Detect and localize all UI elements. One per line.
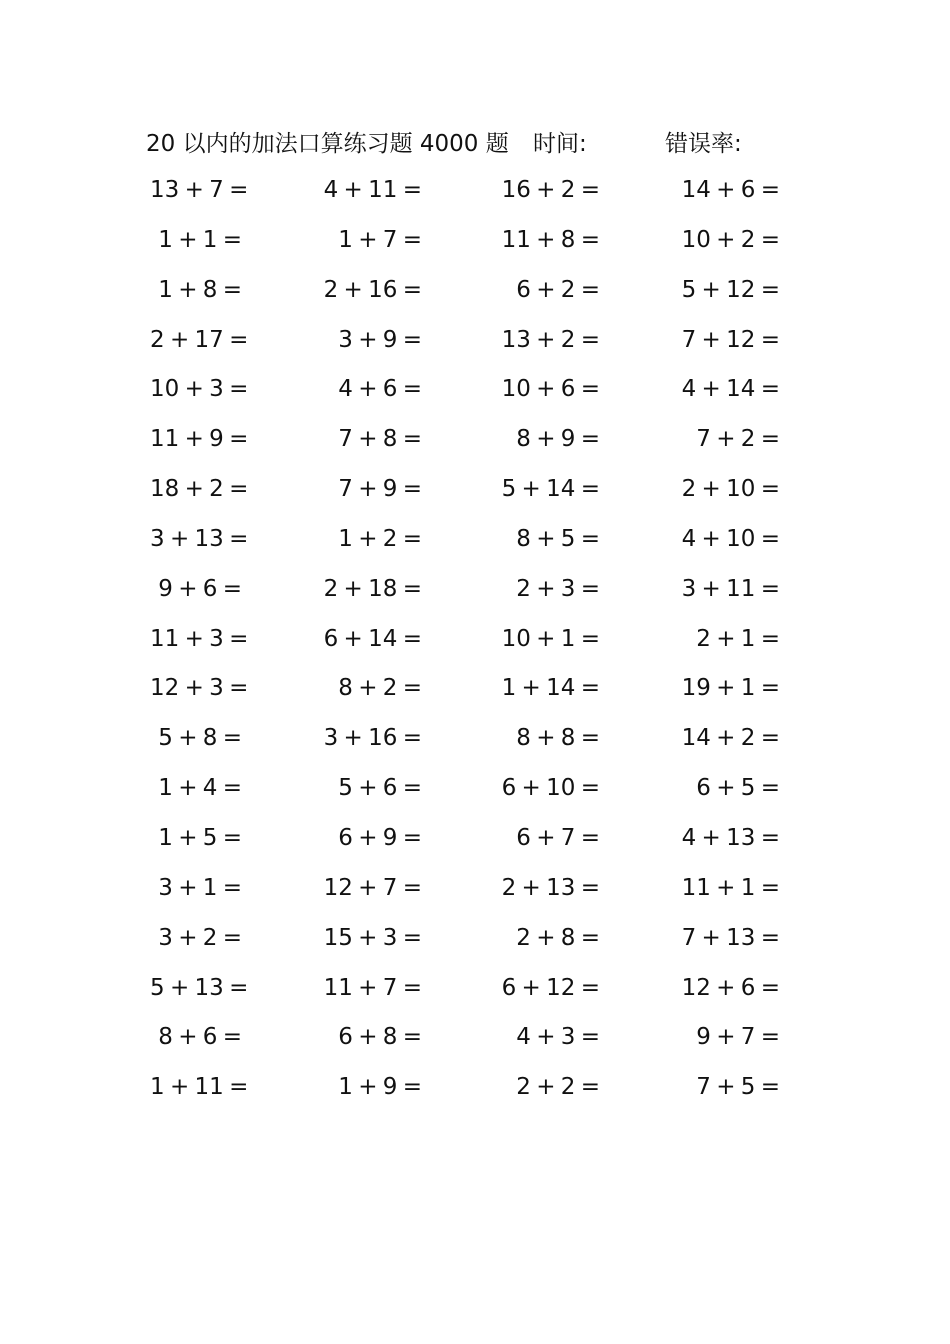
addition-problem: 1 + 1 =	[158, 226, 242, 253]
addition-problem: 7 + 13 =	[681, 924, 780, 951]
addition-problem: 3 + 16 =	[323, 725, 422, 752]
addition-problem: 6 + 8 =	[338, 1024, 422, 1051]
addition-problem: 2 + 3 =	[516, 575, 600, 602]
addition-problem: 4 + 6 =	[338, 376, 422, 403]
addition-problem: 7 + 12 =	[681, 326, 780, 353]
addition-problem: 9 + 6 =	[158, 575, 242, 602]
addition-problem: 12 + 7 =	[323, 874, 422, 901]
addition-problem: 11 + 3 =	[150, 625, 249, 652]
addition-problem: 3 + 11 =	[681, 575, 780, 602]
problem-grid	[150, 166, 790, 1113]
addition-problem: 4 + 10 =	[681, 525, 780, 552]
worksheet-title: 20 以内的加法口算练习题 4000 题	[146, 131, 509, 157]
addition-problem: 4 + 11 =	[323, 177, 422, 203]
addition-problem: 2 + 8 =	[516, 924, 600, 951]
addition-problem: 1 + 5 =	[158, 824, 242, 851]
addition-problem: 6 + 7 =	[516, 824, 600, 851]
addition-problem: 2 + 2 =	[516, 1074, 600, 1101]
worksheet-header	[0, 124, 950, 164]
addition-problem: 14 + 2 =	[681, 725, 780, 752]
addition-problem: 1 + 9 =	[338, 1074, 422, 1101]
addition-problem: 1 + 2 =	[338, 525, 422, 552]
addition-problem: 10 + 6 =	[501, 376, 600, 403]
addition-problem: 6 + 14 =	[323, 625, 422, 652]
addition-problem: 7 + 9 =	[338, 476, 422, 503]
addition-problem: 7 + 2 =	[696, 426, 780, 453]
addition-problem: 8 + 8 =	[516, 725, 600, 752]
addition-problem: 2 + 10 =	[681, 476, 780, 503]
addition-problem: 5 + 6 =	[338, 775, 422, 802]
addition-problem: 8 + 6 =	[158, 1024, 242, 1051]
addition-problem: 4 + 3 =	[516, 1024, 600, 1051]
addition-problem: 8 + 9 =	[516, 426, 600, 453]
addition-problem: 4 + 13 =	[681, 824, 780, 851]
addition-problem: 6 + 2 =	[516, 276, 600, 303]
addition-problem: 13 + 2 =	[501, 326, 600, 353]
addition-problem: 11 + 9 =	[150, 426, 249, 453]
addition-problem: 8 + 5 =	[516, 525, 600, 552]
addition-problem: 6 + 9 =	[338, 824, 422, 851]
addition-problem: 2 + 17 =	[150, 326, 249, 353]
addition-problem: 10 + 3 =	[150, 376, 249, 403]
addition-problem: 9 + 7 =	[696, 1024, 780, 1051]
addition-problem: 10 + 2 =	[681, 226, 780, 253]
addition-problem: 1 + 14 =	[501, 675, 600, 702]
addition-problem: 3 + 2 =	[158, 924, 242, 951]
addition-problem: 13 + 7 =	[150, 177, 249, 203]
addition-problem: 11 + 7 =	[323, 974, 422, 1001]
addition-problem: 18 + 2 =	[150, 476, 249, 503]
addition-problem: 7 + 5 =	[696, 1074, 780, 1101]
addition-problem: 14 + 6 =	[681, 177, 780, 203]
addition-problem: 5 + 8 =	[158, 725, 242, 752]
addition-problem: 19 + 1 =	[681, 675, 780, 702]
addition-problem: 6 + 5 =	[696, 775, 780, 802]
addition-problem: 5 + 14 =	[501, 476, 600, 503]
addition-problem: 5 + 13 =	[150, 974, 249, 1001]
addition-problem: 10 + 1 =	[501, 625, 600, 652]
addition-problem: 7 + 8 =	[338, 426, 422, 453]
addition-problem: 1 + 7 =	[338, 226, 422, 253]
addition-problem: 1 + 4 =	[158, 775, 242, 802]
addition-problem: 12 + 3 =	[150, 675, 249, 702]
addition-problem: 1 + 11 =	[150, 1074, 249, 1101]
addition-problem: 11 + 8 =	[501, 226, 600, 253]
addition-problem: 3 + 1 =	[158, 874, 242, 901]
addition-problem: 2 + 16 =	[323, 276, 422, 303]
addition-problem: 4 + 14 =	[681, 376, 780, 403]
addition-problem: 6 + 10 =	[501, 775, 600, 802]
addition-problem: 16 + 2 =	[501, 177, 600, 203]
addition-problem: 8 + 2 =	[338, 675, 422, 702]
error-rate-label: 错误率:	[665, 131, 742, 157]
addition-problem: 3 + 9 =	[338, 326, 422, 353]
addition-problem: 12 + 6 =	[681, 974, 780, 1001]
addition-problem: 3 + 13 =	[150, 525, 249, 552]
addition-problem: 2 + 13 =	[501, 874, 600, 901]
addition-problem: 11 + 1 =	[681, 874, 780, 901]
addition-problem: 6 + 12 =	[501, 974, 600, 1001]
addition-problem: 15 + 3 =	[323, 924, 422, 951]
addition-problem: 2 + 18 =	[323, 575, 422, 602]
time-label: 时间:	[533, 131, 587, 157]
addition-problem: 2 + 1 =	[696, 625, 780, 652]
addition-problem: 1 + 8 =	[158, 276, 242, 303]
addition-problem: 5 + 12 =	[681, 276, 780, 303]
